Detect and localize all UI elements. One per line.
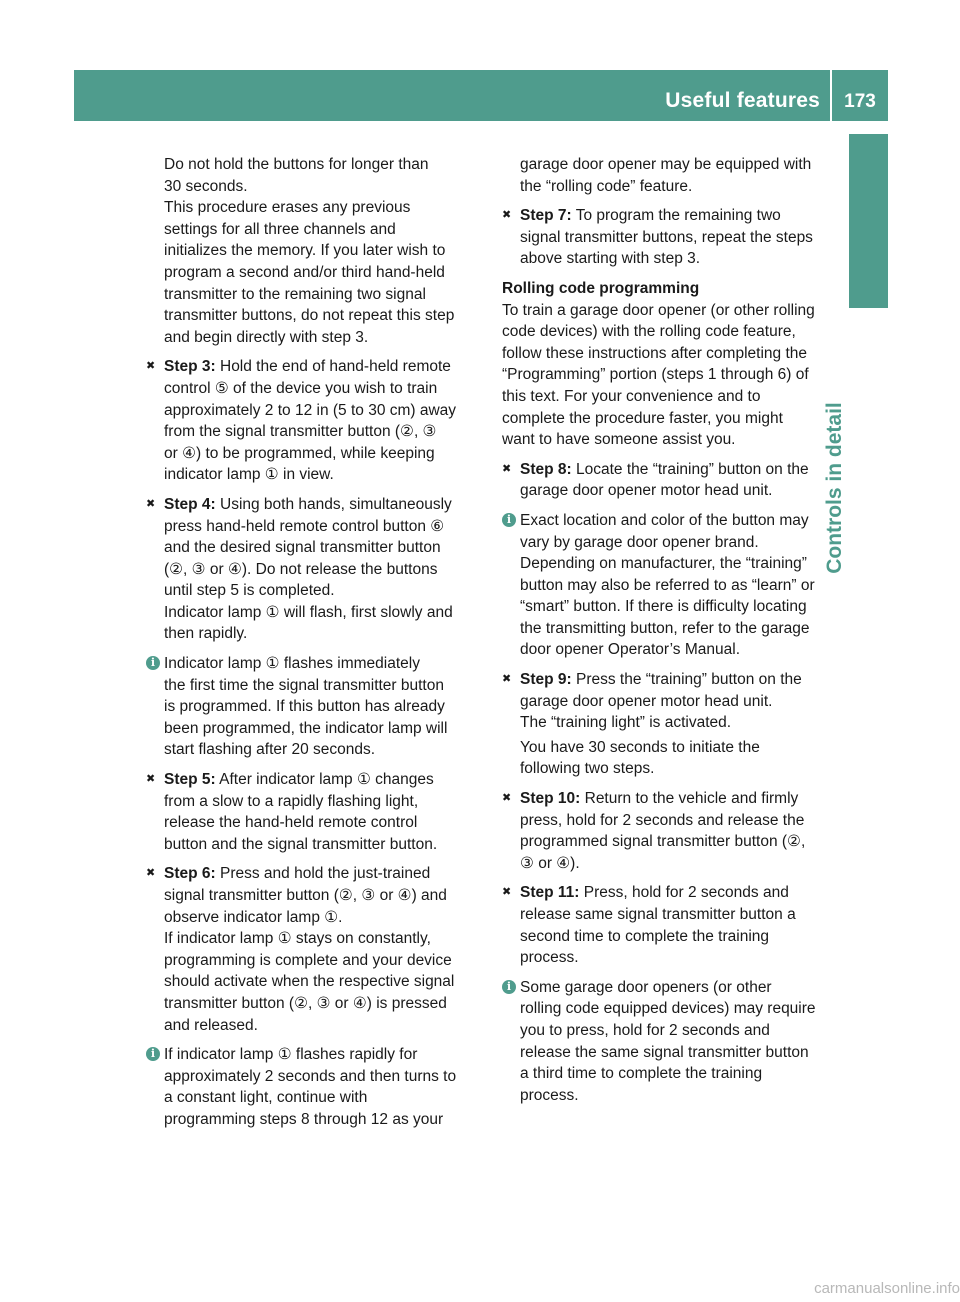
- text-line: the transmitting button, refer to the garage: [520, 619, 810, 637]
- chapter-label: Controls in detail: [823, 402, 846, 574]
- text-line: press hand-held remote control button ⑥: [164, 517, 445, 535]
- text-line: the first time the signal transmitter button: [164, 676, 444, 694]
- text-line: approximately 2 seconds and then turns to: [164, 1067, 457, 1085]
- text-line: Exact location and color of the button may: [520, 511, 809, 529]
- text-line: Return to the vehicle and firmly: [580, 790, 799, 808]
- text-line: button and the signal transmitter button.: [164, 835, 438, 853]
- info-note-3: [502, 510, 838, 661]
- text-line: door opener Operator’s Manual.: [520, 641, 741, 659]
- text-line: programming is complete and your device: [164, 951, 452, 969]
- text-line: a third time to complete the training: [520, 1065, 763, 1083]
- text-line: programming steps 8 through 12 as your: [164, 1110, 444, 1128]
- step-label: Step 5:: [164, 771, 216, 789]
- text-line: vary by garage door opener brand.: [520, 533, 759, 551]
- step-11: [502, 882, 838, 968]
- text-line: is programmed. If this button has already: [164, 698, 445, 716]
- text-line: should activate when the respective signal: [164, 973, 455, 991]
- text-line: After indicator lamp ① changes: [215, 771, 434, 789]
- text-line: You have 30 seconds to initiate the: [520, 738, 760, 756]
- text-line: “Programming” portion (steps 1 through 6) of: [502, 366, 809, 384]
- text-line: To program the remaining two: [571, 207, 781, 225]
- step-arrow-icon: ✖: [146, 497, 156, 510]
- step-5: [146, 769, 482, 855]
- step-6: [146, 863, 482, 1036]
- text-line: Press the “training” button on the: [571, 671, 802, 689]
- text-line: release same signal transmitter button a: [520, 906, 796, 923]
- text-line: process.: [520, 949, 579, 967]
- text-line: indicator lamp ① in view.: [164, 466, 334, 484]
- text-line: programmed signal transmitter button (②,: [520, 833, 806, 851]
- text-line: To train a garage door opener (or other rolling: [502, 301, 815, 319]
- text-line: this text. For your convenience and to: [502, 387, 761, 405]
- text-line: Depending on manufacturer, the “training”: [520, 555, 807, 573]
- text-line: approximately 2 to 12 in (5 to 30 cm) away: [164, 401, 457, 419]
- text-line: transmitter buttons, do not repeat this step: [164, 307, 455, 325]
- text-line: you to press, hold for 2 seconds and: [520, 1021, 770, 1039]
- step-arrow-icon: ✖: [502, 792, 512, 805]
- text-line: start flashing after 20 seconds.: [164, 741, 376, 759]
- text-line: code devices) with the rolling code feature,: [502, 323, 796, 341]
- step-label: Step 10:: [520, 790, 581, 808]
- rolling-code-paragraph: [502, 300, 838, 451]
- step-arrow-icon: ✖: [502, 209, 512, 222]
- step-label: Step 8:: [520, 460, 572, 478]
- text-line: release the hand-held remote control: [164, 814, 418, 832]
- text-line: program a second and/or third hand-held: [164, 263, 445, 281]
- step-3: [146, 356, 482, 486]
- text-line: process.: [520, 1086, 579, 1104]
- section-title: Useful features: [665, 89, 820, 112]
- text-line: control ⑤ of the device you wish to train: [164, 379, 438, 397]
- text-line: button may also be referred to as “learn” or: [520, 576, 815, 594]
- info-note-2: [146, 1044, 482, 1130]
- text-line: from a slow to a rapidly flashing light,: [164, 792, 419, 810]
- text-line: rolling code equipped devices) may require: [520, 1000, 816, 1018]
- left-column: [146, 154, 482, 1139]
- step-8: [502, 459, 838, 502]
- text-line: Indicator lamp ① flashes immediately: [164, 655, 420, 673]
- page-header: [74, 70, 888, 121]
- step-7: [502, 205, 838, 270]
- text-line: If indicator lamp ① flashes rapidly for: [164, 1046, 418, 1064]
- info-note-4: [502, 977, 838, 1107]
- side-tab: [849, 134, 888, 308]
- text-line: been programmed, the indicator lamp will: [164, 719, 448, 737]
- text-line: the “rolling code” feature.: [520, 177, 693, 195]
- step-arrow-icon: ✖: [146, 360, 156, 373]
- text-line: above starting with step 3.: [520, 250, 701, 268]
- text-line: transmitter to the remaining two signal: [164, 285, 426, 303]
- step-label: Step 7:: [520, 207, 572, 225]
- text-line: 30 seconds.: [164, 177, 248, 195]
- text-line: Using both hands, simultaneously: [215, 495, 452, 513]
- right-column: [502, 154, 838, 1114]
- text-line: The “training light” is activated.: [520, 714, 732, 732]
- rolling-code-heading: Rolling code programming: [502, 279, 700, 297]
- text-line: transmitter button (②, ③ or ④) is pressed: [164, 994, 447, 1012]
- step-label: Step 11:: [520, 884, 580, 902]
- text-line: Locate the “training” button on the: [571, 460, 809, 478]
- text-line: release the same signal transmitter button: [520, 1043, 809, 1061]
- text-line: Press, hold for 2 seconds and: [579, 884, 789, 902]
- text-line: Press and hold the just-trained: [215, 865, 431, 883]
- info-note-1: [146, 653, 482, 761]
- step-arrow-icon: ✖: [146, 773, 156, 786]
- intro-paragraph: [146, 154, 482, 348]
- step-label: Step 3:: [164, 358, 216, 376]
- text-line: Indicator lamp ① will flash, first slowly and: [164, 603, 453, 621]
- text-line: This procedure erases any previous: [164, 199, 411, 217]
- text-line: (②, ③ or ④). Do not release the buttons: [164, 560, 438, 578]
- text-line: a constant light, continue with: [164, 1089, 368, 1107]
- step-arrow-icon: ✖: [502, 673, 512, 686]
- text-line: want to have someone assist you.: [502, 431, 736, 449]
- text-line: Some garage door openers (or other: [520, 978, 772, 996]
- text-line: initializes the memory. If you later wish to: [164, 242, 446, 260]
- text-line: observe indicator lamp ①.: [164, 908, 343, 926]
- step-9: [502, 669, 838, 780]
- text-line: following two steps.: [520, 760, 655, 778]
- text-line: garage door opener motor head unit.: [520, 692, 773, 710]
- text-line: follow these instructions after completing the: [502, 344, 807, 362]
- step-label: Step 4:: [164, 495, 216, 513]
- info-icon: i: [146, 1047, 160, 1061]
- step-label: Step 9:: [520, 671, 572, 689]
- page-number: 173: [844, 91, 876, 112]
- step-arrow-icon: ✖: [502, 886, 512, 899]
- text-line: or ④) to be programmed, while keeping: [164, 444, 435, 462]
- text-line: second time to complete the training: [520, 927, 769, 945]
- watermark: carmanualsonline.info: [814, 1280, 960, 1297]
- text-line: then rapidly.: [164, 625, 248, 643]
- text-line: and released.: [164, 1016, 258, 1034]
- info-icon: i: [502, 980, 516, 994]
- text-line: complete the procedure faster, you might: [502, 409, 783, 427]
- text-line: “smart” button. If there is difficulty locating: [520, 598, 807, 616]
- step-label: Step 6:: [164, 865, 216, 883]
- text-line: from the signal transmitter button (②, ③: [164, 423, 437, 441]
- text-line: If indicator lamp ① stays on constantly,: [164, 930, 431, 948]
- text-line: garage door opener motor head unit.: [520, 482, 773, 500]
- continuation-paragraph: [502, 154, 838, 197]
- text-line: and the desired signal transmitter button: [164, 539, 441, 557]
- text-line: Do not hold the buttons for longer than: [164, 156, 429, 173]
- step-arrow-icon: ✖: [146, 867, 156, 880]
- text-line: signal transmitter button (②, ③ or ④) and: [164, 887, 447, 904]
- text-line: ③ or ④).: [520, 854, 580, 872]
- info-icon: i: [502, 513, 516, 527]
- text-line: garage door opener may be equipped with: [520, 156, 812, 173]
- step-10: [502, 788, 838, 874]
- text-line: press, hold for 2 seconds and release the: [520, 811, 805, 829]
- text-line: Hold the end of hand-held remote: [215, 358, 451, 376]
- step-arrow-icon: ✖: [502, 462, 512, 475]
- text-line: signal transmitter buttons, repeat the steps: [520, 228, 813, 246]
- step-4: [146, 494, 482, 645]
- text-line: and begin directly with step 3.: [164, 328, 369, 346]
- text-line: until step 5 is completed.: [164, 582, 335, 600]
- text-line: settings for all three channels and: [164, 220, 396, 238]
- info-icon: i: [146, 656, 160, 670]
